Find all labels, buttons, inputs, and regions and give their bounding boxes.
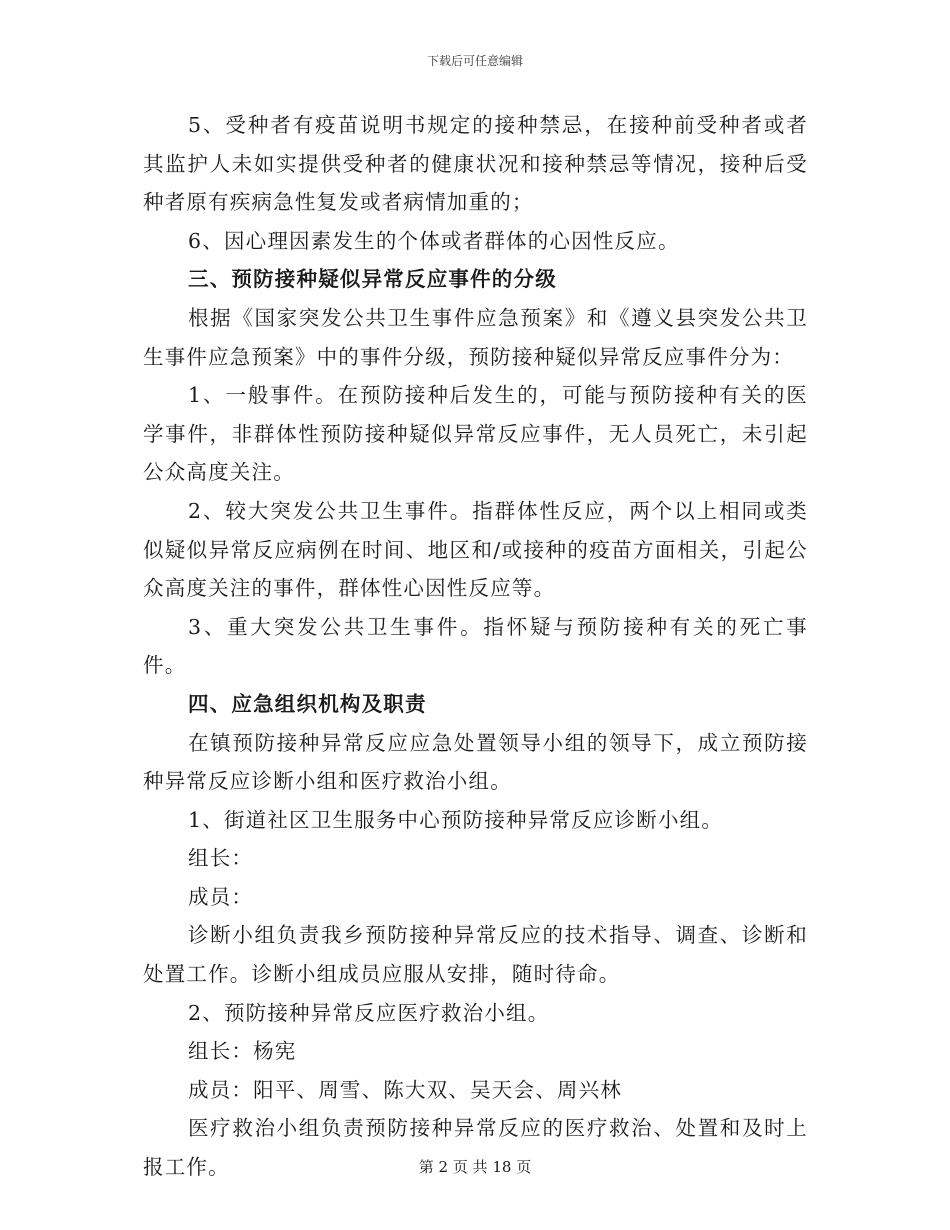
paragraph: 在镇预防接种异常反应应急处置领导小组的领导下，成立预防接种异常反应诊断小组和医疗救治小组。 — [143, 730, 808, 794]
paragraph: 组长： — [188, 846, 254, 871]
paragraph: 成员： — [188, 884, 254, 909]
page-number-footer: 第 2 页 共 18 页 — [418, 1158, 532, 1176]
section-heading: 四、应急组织机构及职责 — [188, 691, 427, 716]
document-body — [143, 106, 808, 1187]
paragraph: 组长：杨宪 — [188, 1039, 297, 1064]
paragraph: 2、预防接种异常反应医疗救治小组。 — [188, 1000, 550, 1025]
paragraph: 成员：阳平、周雪、陈大双、吴天会、周兴林 — [188, 1077, 622, 1102]
paragraph: 1、街道社区卫生服务中心预防接种异常反应诊断小组。 — [188, 807, 724, 832]
paragraph: 医疗救治小组负责预防接种异常反应的医疗救治、处置和及时上报工作。 — [143, 1116, 808, 1180]
paragraph: 2、较大突发公共卫生事件。指群体性反应，两个以上相同或类似疑似异常反应病例在时间、地区和/或接种的疫苗方面相关，引起公众高度关注的事件，群体性心因性反应等。 — [143, 498, 808, 601]
paragraph: 诊断小组负责我乡预防接种异常反应的技术指导、调查、诊断和处置工作。诊断小组成员应服从安排，随时待命。 — [143, 923, 808, 987]
paragraph: 5、受种者有疫苗说明书规定的接种禁忌，在接种前受种者或者其监护人未如实提供受种者的健康状况和接种禁忌等情况，接种后受种者原有疾病急性复发或者病情加重的； — [143, 113, 808, 215]
page-header: 下载后可任意编辑 — [426, 54, 523, 68]
paragraph: 3、重大突发公共卫生事件。指怀疑与预防接种有关的死亡事件。 — [143, 614, 808, 678]
section-heading: 三、预防接种疑似异常反应事件的分级 — [188, 267, 557, 292]
paragraph: 根据《国家突发公共卫生事件应急预案》和《遵义县突发公共卫生事件应急预案》中的事件分级，预防接种疑似异常反应事件分为： — [143, 305, 808, 369]
paragraph: 6、因心理因素发生的个体或者群体的心因性反应。 — [188, 228, 680, 253]
paragraph: 1、一般事件。在预防接种后发生的，可能与预防接种有关的医学事件，非群体性预防接种疑似异常反应事件，无人员死亡，未引起公众高度关注。 — [143, 383, 808, 485]
